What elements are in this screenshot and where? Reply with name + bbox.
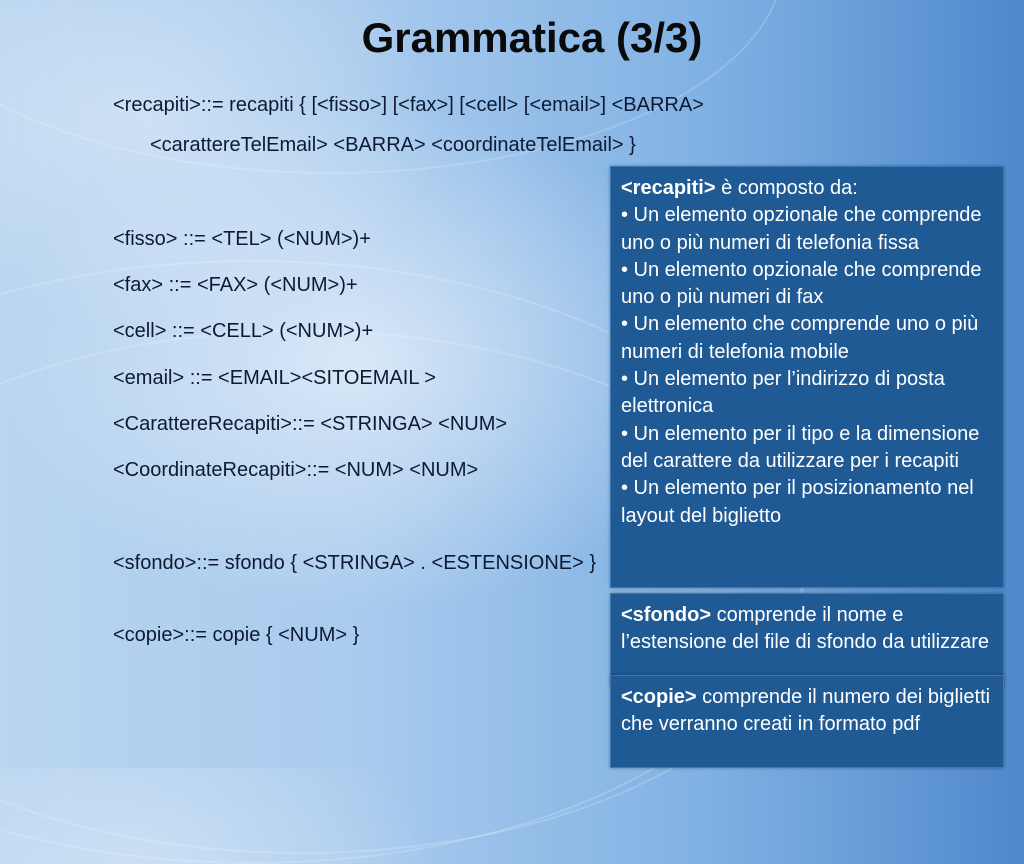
grammar-rule-cell: <cell> ::= <CELL> (<NUM>)+ [113, 320, 374, 342]
callout-text-sfondo: comprende il nome e l’estensione del file di sfondo da utilizzare [621, 604, 989, 654]
callout-recapiti [610, 166, 1004, 588]
grammar-rule-copie: <copie>::= copie { <NUM> } [113, 624, 360, 646]
grammar-rule-coordinate: <CoordinateRecapiti>::= <NUM> <NUM> [113, 459, 479, 481]
callout-term-copie: <copie> [621, 686, 697, 708]
callout-sfondo [610, 593, 1004, 687]
callout-list-item: • Un elemento per il posizionamento nel layout del biglietto [621, 477, 974, 527]
callout-list-item: • Un elemento opzionale che comprende uno o più numeri di telefonia fissa [621, 204, 982, 254]
grammar-rule-sfondo: <sfondo>::= sfondo { <STRINGA> . <ESTENSIONE> } [113, 552, 597, 574]
callout-intro: è composto da: [715, 177, 858, 199]
callout-list-item: • Un elemento opzionale che comprende uno o più numeri di fax [621, 258, 982, 309]
callout-copie [610, 675, 1004, 768]
callout-list-item: • Un elemento per il tipo e la dimensione del carattere da utilizzare per i recapiti [621, 422, 980, 472]
callout-term-recapiti: <recapiti> [621, 177, 716, 199]
grammar-rule-fax: <fax> ::= <FAX> (<NUM>)+ [113, 274, 358, 296]
callout-term-sfondo: <sfondo> [621, 604, 712, 626]
grammar-rule-carattere: <CarattereRecapiti>::= <STRINGA> <NUM> [113, 413, 508, 435]
grammar-rule-email: <email> ::= <EMAIL><SITOEMAIL > [113, 367, 436, 389]
grammar-rule-recapiti-continued: <carattereTelEmail> <BARRA> <coordinateTelEmail> } [150, 134, 636, 156]
grammar-rule-recapiti: <recapiti>::= recapiti { [<fisso>] [<fax>] [<cell> [<email>] <BARRA> [113, 94, 704, 116]
grammar-rule-fisso: <fisso> ::= <TEL> (<NUM>)+ [113, 228, 371, 250]
callout-text-copie: comprende il numero dei biglietti che verranno creati in formato pdf [621, 686, 991, 736]
callout-list-item: • Un elemento per l’indirizzo di posta elettronica [621, 368, 945, 418]
callout-list-item: • Un elemento che comprende uno o più numeri di telefonia mobile [621, 313, 979, 363]
slide-title: Grammatica (3/3) [361, 14, 703, 61]
